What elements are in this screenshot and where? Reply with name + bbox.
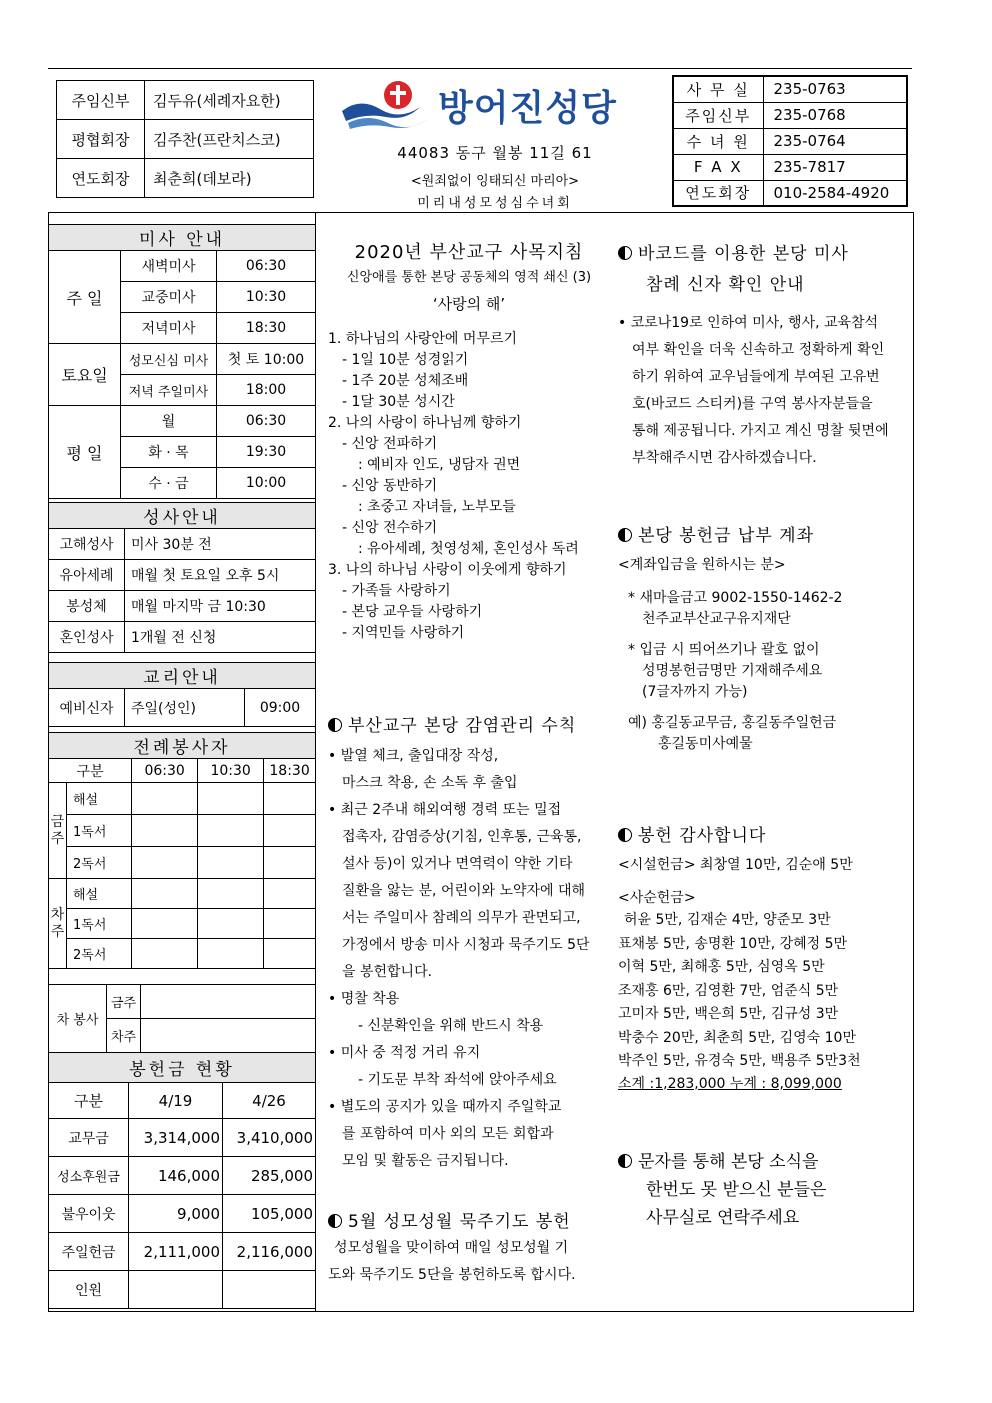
mass-name: 저녁미사 <box>121 313 217 344</box>
half-circle-icon <box>328 718 342 732</box>
doctrine-table <box>48 662 316 727</box>
sms-text-1: 문자를 통해 본당 소식을 <box>638 1152 819 1172</box>
server-cell <box>132 847 198 879</box>
rosary-text-2: 도와 묵주기도 5단을 봉헌하도록 합시다. <box>328 1267 576 1283</box>
server-role: 2독서 <box>67 939 132 969</box>
list-item: 3. 나의 하나님 사랑이 이웃에게 향하기 <box>328 562 567 578</box>
server-cell <box>198 879 264 909</box>
infection-list <box>328 743 610 1175</box>
helper-row-label: 차주 <box>107 1019 141 1053</box>
pastoral-subtitle: 신앙애를 통한 본당 공동체의 영적 쇄신 (3) <box>346 270 592 285</box>
offering-header: 4/19 <box>129 1083 223 1119</box>
list-item: 이혁 5만, 최해홍 5만, 심영옥 5만 <box>618 959 825 975</box>
list-item: 박주인 5만, 유경숙 5만, 백용주 5만3천 <box>618 1053 861 1069</box>
contact-number: 235-0763 <box>763 76 907 102</box>
account-intro: <계좌입금을 원하시는 분> <box>618 557 786 573</box>
barcode-section <box>618 244 908 472</box>
account-bank-2: 천주교부산교구유지재단 <box>642 611 791 627</box>
convent-name: 미리내성모성심수녀회 <box>417 196 573 211</box>
rosary-heading <box>328 1212 610 1233</box>
list-item: 모임 및 활동은 금지됩니다. <box>342 1153 509 1169</box>
thanks-special-label: <사순헌금> <box>618 890 696 906</box>
mass-name: 화 · 목 <box>121 437 217 468</box>
server-cell <box>264 847 316 879</box>
church-name: 방어진성당 <box>438 87 617 129</box>
offering-name: 인원 <box>49 1271 129 1309</box>
church-address: 44083 동구 월봉 11길 61 <box>397 144 593 162</box>
contact-number: 235-0764 <box>763 128 907 154</box>
sacrament-value: 매월 마지막 금 10:30 <box>125 591 316 622</box>
server-cell <box>264 815 316 847</box>
list-item: - 본당 교우들 사랑하기 <box>342 604 483 620</box>
half-circle-icon <box>618 528 632 542</box>
offering-amount: 9,000 <box>129 1195 223 1233</box>
mass-time: 10:30 <box>217 282 316 313</box>
list-item: 호(바코드 스티커)를 구역 봉사자분들을 <box>632 396 873 412</box>
thanks-list <box>618 909 908 1074</box>
pastoral-theme: ‘사랑의 해’ <box>432 295 506 313</box>
helper-row-label: 금주 <box>107 985 141 1019</box>
sacrament-value: 1개월 전 신청 <box>125 622 316 653</box>
half-circle-icon <box>618 828 632 842</box>
mass-name: 성모신심 미사 <box>121 344 217 375</box>
leader-label: 연도회장 <box>57 159 145 198</box>
list-item: • 코로나19로 인하여 미사, 행사, 교육참석 <box>618 315 879 331</box>
next-week-label: 차 주 <box>49 879 67 969</box>
sacrament-value: 매월 첫 토요일 오후 5시 <box>125 560 316 591</box>
mass-time: 06:30 <box>217 251 316 282</box>
list-item: 조재홍 6만, 김영환 7만, 엄준식 5만 <box>618 982 839 999</box>
offering-header: 4/26 <box>223 1083 316 1119</box>
contact-table <box>672 75 908 207</box>
list-item: 2. 나의 사랑이 하나님께 향하기 <box>328 415 522 431</box>
sacrament-name: 혼인성사 <box>49 622 125 653</box>
list-item: 설사 등)이 있거나 면역력이 약한 기타 <box>342 856 573 872</box>
account-note-1: * 입금 시 띄어쓰기나 괄호 없이 <box>628 642 820 658</box>
rosary-title: 5월 성모성월 묵주기도 봉헌 <box>348 1212 571 1232</box>
helper-cell <box>141 985 316 1019</box>
mass-time: 10:00 <box>217 468 316 499</box>
contact-row <box>673 76 907 102</box>
leader-label: 평협회장 <box>57 120 145 159</box>
leader-label: 주임신부 <box>57 81 145 120</box>
contact-label: 연도회장 <box>673 180 763 206</box>
mass-name: 저녁 주일미사 <box>121 375 217 406</box>
list-item: 하기 위하여 교우님들에게 부여된 고유번 <box>632 369 880 385</box>
server-cell <box>264 909 316 939</box>
server-cell <box>198 783 264 815</box>
server-role: 해설 <box>67 783 132 815</box>
list-item: - 가족들 사랑하기 <box>342 583 451 599</box>
barcode-list <box>618 310 908 472</box>
pastoral-list <box>328 329 610 644</box>
sms-heading <box>618 1148 908 1176</box>
list-item: : 예비자 인도, 냉담자 권면 <box>358 457 521 473</box>
servers-header: 구분 <box>49 759 132 783</box>
sacrament-name: 고해성사 <box>49 529 125 560</box>
saturday-label: 토요일 <box>49 344 121 406</box>
mass-name: 교중미사 <box>121 282 217 313</box>
list-item: 접촉자, 감염증상(기침, 인후통, 근육통, <box>342 829 582 845</box>
rosary-section <box>328 1212 610 1289</box>
list-item: 가정에서 방송 미사 시청과 묵주기도 5단 <box>342 937 590 953</box>
server-role: 1독서 <box>67 909 132 939</box>
rosary-text-1: 성모성월을 맞이하여 매일 성모성월 기 <box>334 1240 569 1256</box>
contact-label: 주임신부 <box>673 102 763 128</box>
mass-name: 수 · 금 <box>121 468 217 499</box>
sacrament-name: 봉성체 <box>49 591 125 622</box>
server-cell <box>132 879 198 909</box>
offering-name: 교무금 <box>49 1119 129 1157</box>
list-item: • 발열 체크, 출입대장 작성, <box>328 748 499 764</box>
sms-text-3: 사무실로 연락주세요 <box>646 1208 800 1228</box>
list-item: : 유아세례, 첫영성체, 혼인성사 독려 <box>358 541 579 557</box>
list-item: - 지역민들 사랑하기 <box>342 625 465 641</box>
mass-name: 월 <box>121 406 217 437</box>
helper-cell <box>141 1019 316 1053</box>
contact-number: 235-7817 <box>763 154 907 180</box>
contact-row <box>673 102 907 128</box>
list-item: - 1일 10분 성경읽기 <box>342 352 469 368</box>
sms-section <box>618 1148 908 1232</box>
list-item: 허윤 5만, 김재순 4만, 양준모 3만 <box>624 912 831 928</box>
account-bank-1: * 새마을금고 9002-1550-1462-2 <box>628 590 843 606</box>
servers-header: 06:30 <box>132 759 198 783</box>
server-cell <box>132 783 198 815</box>
sunday-label: 주 일 <box>49 251 121 344</box>
list-item: • 별도의 공지가 있을 때까지 주일학교 <box>328 1099 562 1115</box>
pastoral-title: 2020년 부산교구 사목지침 <box>354 242 584 263</box>
half-circle-icon <box>618 246 632 260</box>
doctrine-name: 예비신자 <box>49 689 125 727</box>
leader-row <box>57 120 314 159</box>
mass-schedule-table <box>48 224 316 499</box>
leader-row <box>57 81 314 120</box>
sacrament-name: 유아세례 <box>49 560 125 591</box>
thanks-section <box>618 826 908 1095</box>
church-patron: <원죄없이 잉태되신 마리아> <box>410 174 580 189</box>
thanks-heading <box>618 826 908 847</box>
server-cell <box>198 939 264 969</box>
offering-amount: 3,314,000 <box>129 1119 223 1157</box>
account-title: 본당 봉헌금 납부 계좌 <box>638 526 815 546</box>
mass-time: 06:30 <box>217 406 316 437</box>
leader-value: 최춘희(데보라) <box>145 159 314 198</box>
list-item: 여부 확인을 더욱 신속하고 정확하게 확인 <box>632 342 885 358</box>
sacraments-table <box>48 502 316 653</box>
list-item: 표채봉 5만, 송명환 10만, 강혜정 5만 <box>618 935 848 952</box>
account-note-3: (7글자까지 가능) <box>642 684 748 700</box>
contact-number: 235-0768 <box>763 102 907 128</box>
infection-heading <box>328 716 610 737</box>
server-role: 1독서 <box>67 815 132 847</box>
list-item: : 초중고 자녀들, 노부모들 <box>358 499 516 515</box>
account-example-1: 예) 홍길동교무금, 홍길동주일헌금 <box>628 715 837 731</box>
mass-time: 18:00 <box>217 375 316 406</box>
helper-label: 차 봉사 <box>49 985 107 1053</box>
offering-amount: 3,410,000 <box>223 1119 316 1157</box>
thanks-total: 소계 :1,283,000 누계 : 8,099,000 <box>618 1075 842 1092</box>
thanks-title: 봉헌 감사합니다 <box>638 826 767 846</box>
barcode-title-1: 바코드를 이용한 본당 미사 <box>638 244 849 264</box>
contact-row <box>673 128 907 154</box>
pastoral-section <box>328 242 610 644</box>
sms-text-2: 한번도 못 받으신 분들은 <box>646 1180 827 1200</box>
server-cell <box>264 879 316 909</box>
header-rule <box>48 68 912 69</box>
server-cell <box>198 815 264 847</box>
this-week-label: 금 주 <box>49 783 67 879</box>
sacraments-title: 성사안내 <box>49 503 316 529</box>
list-item: - 1주 20분 성체조배 <box>342 373 469 389</box>
list-item: 을 봉헌합니다. <box>342 964 433 980</box>
server-cell <box>132 909 198 939</box>
barcode-title-2: 참례 신자 확인 안내 <box>646 275 805 295</box>
list-item: • 명찰 착용 <box>328 991 400 1007</box>
list-item: - 신앙 동반하기 <box>342 478 438 494</box>
list-item: 마스크 착용, 손 소독 후 출입 <box>342 775 518 791</box>
server-cell <box>132 939 198 969</box>
offering-name: 성소후원금 <box>49 1157 129 1195</box>
offering-amount: 2,116,000 <box>223 1233 316 1271</box>
leader-value: 김주찬(프란치스코) <box>145 120 314 159</box>
offering-amount: 146,000 <box>129 1157 223 1195</box>
contact-label: F A X <box>673 154 763 180</box>
doctrine-time: 09:00 <box>245 689 316 727</box>
account-note-2: 성명봉헌금명만 기재해주세요 <box>642 663 823 679</box>
server-cell <box>264 783 316 815</box>
list-item: - 신분확인을 위해 반드시 착용 <box>358 1018 544 1034</box>
offering-amount: 2,111,000 <box>129 1233 223 1271</box>
infection-section <box>328 716 610 1175</box>
doctrine-title: 교리안내 <box>49 663 316 689</box>
list-item: • 최근 2주내 해외여행 경력 또는 밀접 <box>328 802 562 818</box>
servers-header: 10:30 <box>198 759 264 783</box>
offering-amount: 285,000 <box>223 1157 316 1195</box>
contact-number: 010-2584-4920 <box>763 180 907 206</box>
account-section <box>618 526 908 755</box>
server-role: 2독서 <box>67 847 132 879</box>
offering-title: 봉헌금 현황 <box>49 1053 316 1083</box>
church-logo-row <box>340 74 660 136</box>
contact-label: 사 무 실 <box>673 76 763 102</box>
offering-amount <box>223 1271 316 1309</box>
list-item: - 신앙 전파하기 <box>342 436 438 452</box>
offering-header: 구분 <box>49 1083 129 1119</box>
server-cell <box>264 939 316 969</box>
list-item: 1. 하나님의 사랑안에 머무르기 <box>328 331 517 347</box>
thanks-facility: <시설헌금> 최창열 10만, 김순애 5만 <box>618 857 853 873</box>
list-item: 고미자 5만, 백은희 5만, 김규성 3만 <box>618 1006 839 1022</box>
list-item: 를 포함하여 미사 외의 모든 회합과 <box>342 1126 554 1142</box>
servers-table <box>48 732 316 969</box>
server-cell <box>132 815 198 847</box>
weekday-label: 평 일 <box>49 406 121 499</box>
mass-time: 첫 토 10:00 <box>217 344 316 375</box>
server-role: 해설 <box>67 879 132 909</box>
account-heading <box>618 526 908 547</box>
contact-label: 수 녀 원 <box>673 128 763 154</box>
list-item: 부착해주시면 감사하겠습니다. <box>632 450 817 466</box>
list-item: 통해 제공됩니다. 가지고 계신 명찰 뒷면에 <box>632 423 889 439</box>
mass-time: 18:30 <box>217 313 316 344</box>
list-item: 서는 주일미사 참례의 의무가 관면되고, <box>342 910 581 926</box>
sacrament-value: 미사 30분 전 <box>125 529 316 560</box>
account-example-2: 홍길동미사예물 <box>658 736 753 752</box>
offering-name: 주일헌금 <box>49 1233 129 1271</box>
contact-row <box>673 154 907 180</box>
doctrine-day: 주일(성인) <box>125 689 245 727</box>
offering-amount: 105,000 <box>223 1195 316 1233</box>
list-item: - 신앙 전수하기 <box>342 520 438 536</box>
leader-row <box>57 159 314 198</box>
list-item: - 1달 30분 성시간 <box>342 394 455 410</box>
mass-name: 새벽미사 <box>121 251 217 282</box>
contact-row <box>673 180 907 206</box>
offering-table <box>48 1052 316 1309</box>
list-item: - 기도문 부착 좌석에 앉아주세요 <box>358 1072 557 1088</box>
server-cell <box>198 847 264 879</box>
list-item: 질환을 앓는 분, 어린이와 노약자에 대해 <box>342 883 586 899</box>
leader-info-table <box>56 80 314 198</box>
half-circle-icon <box>328 1214 342 1228</box>
leader-value: 김두유(세례자요한) <box>145 81 314 120</box>
server-cell <box>198 909 264 939</box>
mass-time: 19:30 <box>217 437 316 468</box>
half-circle-icon <box>618 1154 632 1168</box>
offering-amount <box>129 1271 223 1309</box>
list-item: 박충수 20만, 최춘희 5만, 김영숙 10만 <box>618 1029 856 1046</box>
barcode-heading <box>618 244 908 265</box>
servers-title: 전례봉사자 <box>49 733 316 759</box>
list-item: • 미사 중 적정 거리 유지 <box>328 1045 481 1061</box>
church-logo-icon <box>340 77 432 133</box>
helper-table <box>48 984 316 1053</box>
mass-schedule-title: 미사 안내 <box>49 225 316 251</box>
infection-title: 부산교구 본당 감염관리 수칙 <box>348 716 577 736</box>
offering-name: 불우이웃 <box>49 1195 129 1233</box>
servers-header: 18:30 <box>264 759 316 783</box>
